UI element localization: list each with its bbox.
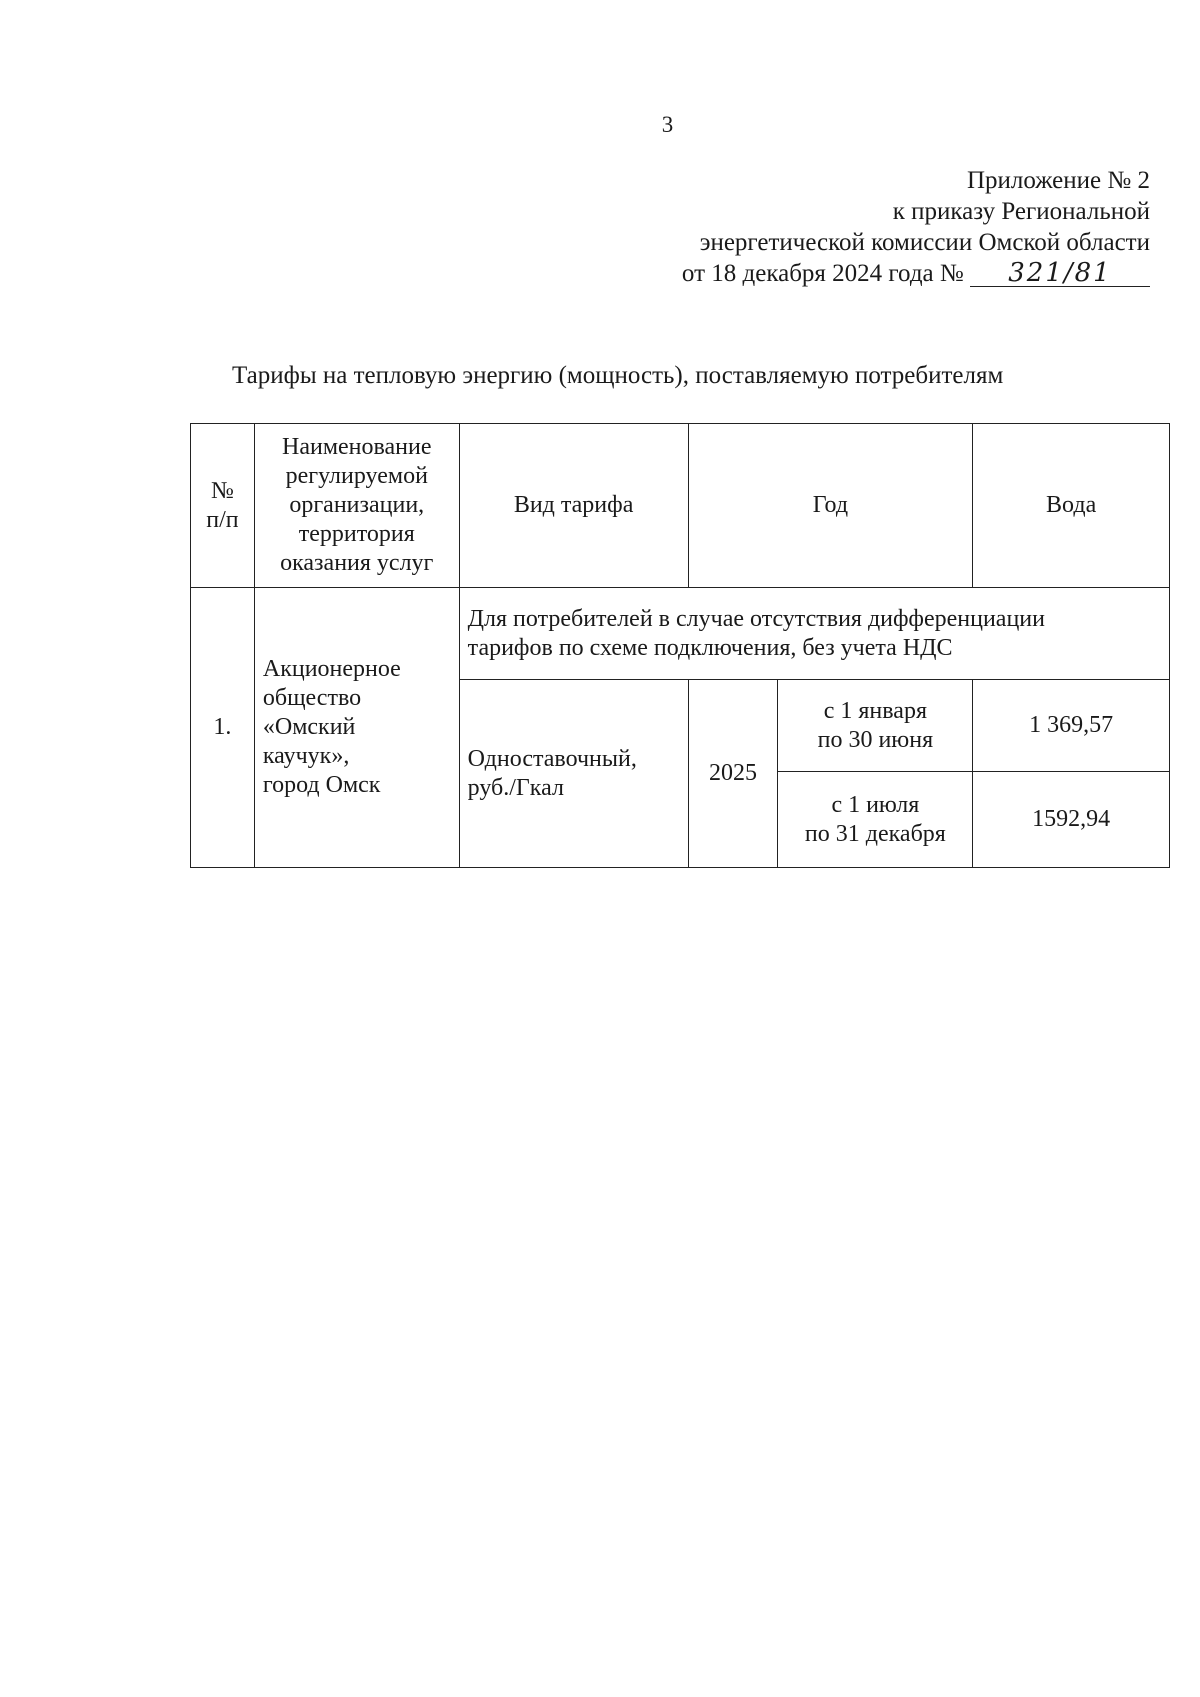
annex-date-prefix: от 18 декабря 2024 года № xyxy=(681,260,964,287)
annex-line-1: Приложение № 2 xyxy=(966,167,1150,194)
tariff-value: 1 369,57 xyxy=(973,680,1170,772)
tariff-year: 2025 xyxy=(688,680,778,868)
table-row xyxy=(191,588,1170,680)
table-header-row xyxy=(191,424,1170,588)
order-number: 321/81 xyxy=(970,260,1150,287)
annex-header xyxy=(590,165,1150,289)
header-number: № п/п xyxy=(191,424,255,588)
row-number: 1. xyxy=(191,588,255,868)
annex-line-2: к приказу Региональной xyxy=(892,198,1150,225)
header-year: Год xyxy=(688,424,973,588)
tariff-table xyxy=(190,423,1170,868)
header-water: Вода xyxy=(973,424,1170,588)
header-tariff-type: Вид тарифа xyxy=(459,424,688,588)
page-number: 3 xyxy=(661,112,674,137)
period-cell: с 1 июля по 31 декабря xyxy=(778,772,973,868)
document-title: Тарифы на тепловую энергию (мощность), поставляемую потребителям xyxy=(232,362,1004,389)
tariff-type: Одноставочный, руб./Гкал xyxy=(459,680,688,868)
tariff-value: 1592,94 xyxy=(973,772,1170,868)
consumer-group-label: Для потребителей в случае отсутствия дифференциации тарифов по схеме подключения, без учета НДС xyxy=(459,588,1169,680)
header-organization: Наименование регулируемой организации, территория оказания услуг xyxy=(254,424,459,588)
annex-line-4 xyxy=(590,258,1150,289)
period-cell: с 1 января по 30 июня xyxy=(778,680,973,772)
annex-line-3: энергетической комиссии Омской области xyxy=(699,229,1150,256)
row-organization: Акционерное общество «Омский каучук», город Омск xyxy=(254,588,459,868)
